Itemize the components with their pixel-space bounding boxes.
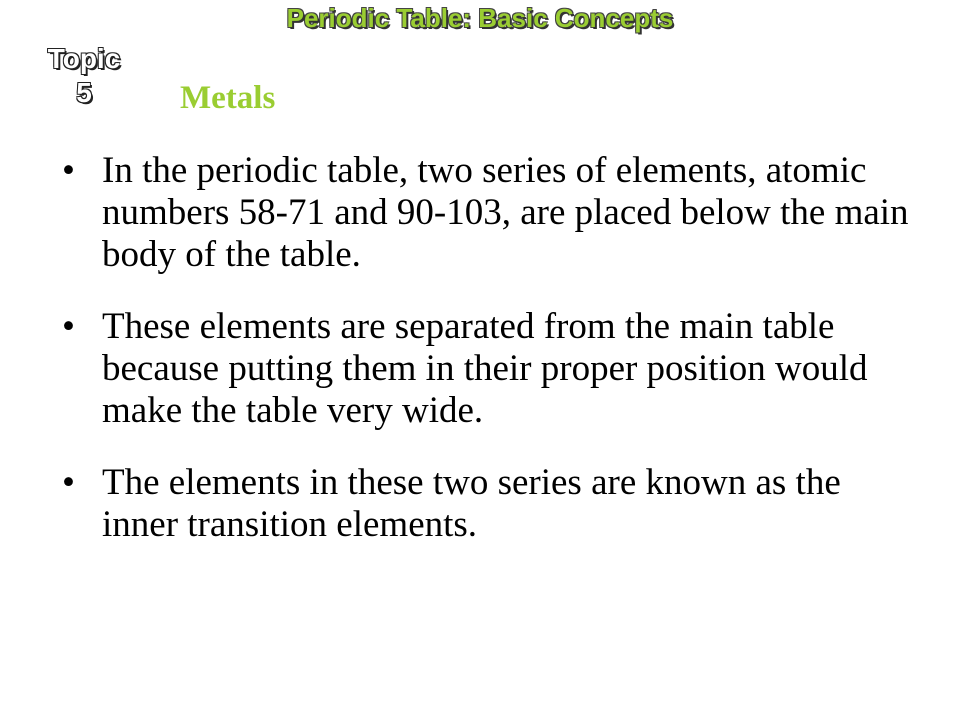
- bullet-item: [58, 306, 918, 432]
- bullet-marker: •: [62, 306, 75, 347]
- topic-label: Topic: [47, 43, 121, 74]
- bullet-text: These elements are separated from the main table because putting them in their proper position would make the table very wide.: [102, 306, 868, 431]
- topic-badge: [36, 42, 132, 110]
- bullet-item: [58, 462, 918, 546]
- bullet-item: [58, 150, 918, 276]
- bullet-marker: •: [62, 462, 75, 503]
- section-heading: Metals: [180, 80, 276, 116]
- topic-number: 5: [76, 77, 92, 108]
- bullet-marker: •: [62, 150, 75, 191]
- bullet-text: In the periodic table, two series of elements, atomic numbers 58-71 and 90-103, are placed below the main body of the table.: [102, 150, 909, 275]
- slide-header-title: Periodic Table: Basic Concepts: [286, 3, 674, 33]
- bullet-list: [58, 150, 918, 576]
- bullet-text: The elements in these two series are known as the inner transition elements.: [102, 462, 841, 545]
